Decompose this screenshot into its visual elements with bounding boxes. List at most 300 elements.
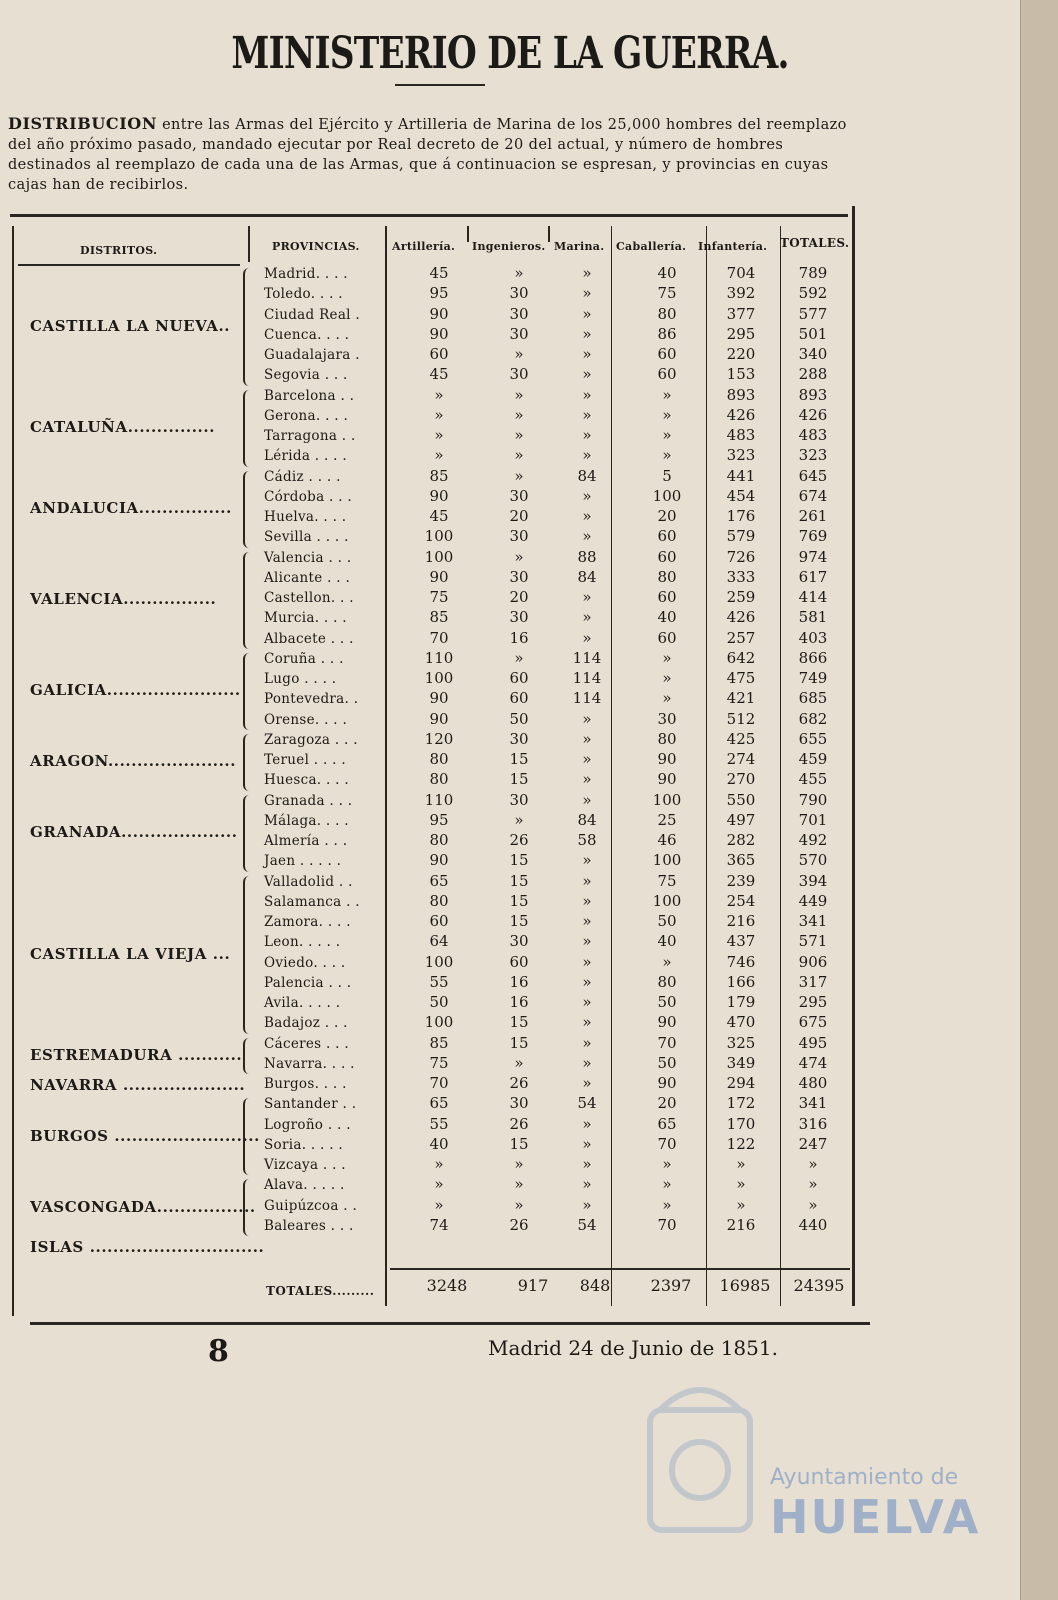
cell-cab: 90	[657, 750, 677, 768]
header-artilleria: Artillería.	[392, 240, 456, 253]
cell-cab: »	[662, 1175, 672, 1194]
cell-art: 110	[424, 648, 454, 667]
cell-mar: »	[582, 426, 592, 444]
cell-mar: 58	[577, 831, 597, 849]
title-ornament-rule	[395, 84, 485, 86]
cell-tot: 459	[798, 750, 828, 768]
province-name: Almería . . .	[264, 833, 348, 849]
cell-inf: 282	[726, 831, 756, 849]
cell-art: 75	[429, 588, 449, 606]
cell-inf: 216	[726, 912, 756, 930]
cell-mar: »	[582, 1134, 592, 1153]
cell-tot: 474	[798, 1053, 828, 1072]
cell-cab: 80	[657, 567, 677, 586]
cell-mar: 114	[572, 669, 602, 687]
cell-cab: 50	[657, 1053, 677, 1072]
cell-inf: 257	[726, 628, 756, 647]
province-name: Coruña . . .	[264, 650, 344, 667]
province-name: Lugo . . . .	[264, 671, 337, 687]
cell-ing: 30	[509, 608, 529, 627]
cell-tot: 440	[798, 1215, 828, 1234]
cell-art: 90	[429, 851, 449, 870]
cell-inf: 172	[726, 1094, 756, 1113]
cell-art: 100	[424, 952, 454, 971]
province-name: Logroño . . .	[264, 1116, 351, 1133]
cell-art: 95	[429, 284, 449, 303]
cell-mar: »	[582, 972, 592, 991]
cell-inf: 746	[726, 952, 756, 971]
province-name: Soria. . . . .	[264, 1136, 344, 1153]
cell-cab: »	[662, 426, 672, 444]
cell-ing: 15	[509, 851, 529, 870]
cell-tot: 655	[798, 729, 828, 748]
cell-art: 65	[429, 1094, 449, 1113]
district-name: GRANADA....................	[30, 823, 238, 841]
cell-inf: 179	[726, 993, 756, 1011]
cell-art: 80	[429, 831, 449, 849]
cell-tot: »	[808, 1155, 818, 1173]
cell-tot: 495	[798, 1033, 828, 1052]
cell-mar: »	[582, 608, 592, 627]
cell-tot: 501	[798, 324, 828, 343]
cell-cab: 70	[657, 1215, 677, 1234]
cell-inf: 893	[726, 385, 756, 404]
cell-inf: 333	[726, 567, 756, 586]
page-title: MINISTERIO DE LA GUERRA.	[231, 28, 789, 79]
brace-icon	[243, 390, 251, 467]
cell-ing: 16	[509, 628, 529, 647]
cell-cab: 20	[657, 1094, 677, 1113]
province-name: Leon. . . . .	[264, 934, 341, 951]
cell-mar: »	[582, 527, 592, 546]
cell-mar: »	[582, 1033, 592, 1052]
cell-tot: 394	[798, 871, 828, 890]
cell-art: 40	[429, 1134, 449, 1153]
cell-art: 80	[429, 770, 449, 789]
province-name: Huesca. . . .	[264, 772, 349, 789]
province-name: Guadalajara .	[264, 347, 360, 363]
table-left-border	[12, 226, 14, 1316]
cell-inf: 216	[726, 1215, 756, 1234]
brace-icon	[243, 734, 251, 791]
cell-art: 60	[429, 345, 449, 363]
cell-tot: 483	[798, 426, 828, 444]
cell-tot: 790	[798, 790, 828, 809]
cell-tot: 592	[798, 284, 828, 303]
cell-art: 64	[429, 932, 449, 951]
cell-inf: 483	[726, 426, 756, 444]
cell-inf: 579	[726, 527, 756, 546]
cell-cab: 70	[657, 1134, 677, 1153]
table-top-rule	[10, 214, 848, 217]
cell-cab: 86	[657, 324, 677, 343]
cell-mar: 84	[577, 810, 597, 829]
total-artilleria: 3248	[426, 1276, 468, 1295]
header-ingenieros: Ingenieros.	[472, 240, 546, 253]
cell-art: 120	[424, 729, 454, 748]
stamp-line2: HUELVA	[770, 1490, 981, 1544]
cell-tot: 685	[798, 689, 828, 708]
province-name: Santander . .	[264, 1096, 357, 1113]
district-name: ARAGON......................	[30, 752, 237, 771]
cell-mar: »	[582, 284, 592, 303]
cell-mar: »	[582, 324, 592, 343]
cell-cab: 5	[662, 466, 672, 485]
cell-mar: »	[582, 264, 592, 282]
cell-ing: »	[514, 1155, 524, 1173]
cell-cab: 65	[657, 1114, 677, 1133]
cell-tot: 316	[798, 1114, 828, 1133]
cell-tot: 295	[798, 993, 828, 1011]
brace-icon	[243, 1038, 251, 1075]
cell-inf: »	[736, 1195, 746, 1214]
cell-art: 90	[429, 304, 449, 323]
cell-art: 95	[429, 810, 449, 829]
cell-tot: 455	[798, 770, 828, 789]
cell-mar: »	[582, 1074, 592, 1092]
province-name: Badajoz . . .	[264, 1015, 348, 1032]
cell-mar: »	[582, 1195, 592, 1214]
cell-inf: 441	[726, 466, 756, 485]
province-name: Navarra. . . .	[264, 1055, 355, 1072]
cell-art: 90	[429, 486, 449, 505]
cell-tot: »	[808, 1175, 818, 1194]
cell-ing: 26	[509, 1114, 529, 1133]
cell-tot: 323	[798, 446, 828, 465]
province-name: Madrid. . . .	[264, 266, 348, 282]
cell-tot: 789	[798, 264, 828, 282]
cell-inf: 454	[726, 486, 756, 505]
cell-tot: 492	[798, 831, 828, 849]
cell-inf: 349	[726, 1053, 756, 1072]
province-name: Alicante . . .	[264, 569, 351, 586]
page-edge	[1020, 0, 1058, 1600]
cell-inf: 550	[726, 790, 756, 809]
cell-cab: 90	[657, 1013, 677, 1032]
province-name: Avila. . . . .	[264, 995, 341, 1011]
cell-mar: »	[582, 770, 592, 789]
cell-tot: »	[808, 1195, 818, 1214]
cell-cab: 75	[657, 284, 677, 303]
cell-ing: 30	[509, 486, 529, 505]
cell-tot: 341	[798, 912, 828, 930]
cell-mar: »	[582, 507, 592, 525]
cell-art: 85	[429, 466, 449, 485]
cell-tot: 974	[798, 547, 828, 566]
cell-tot: 675	[798, 1013, 828, 1032]
province-name: Valencia . . .	[264, 549, 352, 566]
district-name: VALENCIA................	[30, 590, 217, 609]
cell-mar: »	[582, 871, 592, 890]
cell-inf: 704	[726, 264, 756, 282]
province-name: Cuenca. . . .	[264, 326, 350, 343]
province-name: Burgos. . . .	[264, 1076, 347, 1092]
cell-ing: 30	[509, 729, 529, 748]
cell-ing: 30	[509, 527, 529, 546]
cell-art: 85	[429, 608, 449, 627]
cell-mar: »	[582, 1114, 592, 1133]
cell-ing: »	[514, 547, 524, 566]
cell-inf: 437	[726, 932, 756, 951]
cell-mar: »	[582, 446, 592, 465]
cell-mar: »	[582, 851, 592, 870]
cell-ing: 15	[509, 1033, 529, 1052]
cell-cab: 80	[657, 729, 677, 748]
cell-inf: 392	[726, 284, 756, 303]
cell-ing: »	[514, 466, 524, 485]
province-name: Gerona. . . .	[264, 407, 349, 424]
cell-tot: 403	[798, 628, 828, 647]
cell-art: 80	[429, 891, 449, 910]
province-name: Salamanca . .	[264, 893, 360, 910]
cell-cab: 80	[657, 304, 677, 323]
cell-mar: 88	[577, 547, 597, 566]
cell-art: 45	[429, 507, 449, 525]
cell-tot: 682	[798, 709, 828, 728]
cell-cab: 40	[657, 264, 677, 282]
cell-mar: »	[582, 912, 592, 930]
province-name: Zamora. . . .	[264, 914, 351, 930]
district-name: GALICIA.......................	[30, 681, 241, 700]
province-name: Pontevedra. .	[264, 691, 359, 708]
cell-cab: 40	[657, 932, 677, 951]
cell-ing: 20	[509, 588, 529, 606]
province-name: Lérida . . . .	[264, 448, 347, 465]
cell-cab: »	[662, 405, 672, 424]
cell-tot: 701	[798, 810, 828, 829]
cell-inf: »	[736, 1155, 746, 1173]
cell-ing: 30	[509, 1094, 529, 1113]
cell-art: 65	[429, 871, 449, 890]
cell-inf: 170	[726, 1114, 756, 1133]
cell-tot: 449	[798, 891, 828, 910]
province-name: Segovia . . .	[264, 367, 348, 384]
header-marina: Marina.	[554, 240, 605, 253]
cell-inf: 512	[726, 709, 756, 728]
district-name: CASTILLA LA VIEJA ...	[30, 944, 231, 963]
cell-mar: 54	[577, 1094, 597, 1113]
cell-mar: »	[582, 1053, 592, 1072]
cell-tot: 645	[798, 466, 828, 485]
total-marina: 848	[579, 1276, 611, 1295]
cell-art: 100	[424, 527, 454, 546]
cell-tot: 769	[798, 527, 828, 546]
cell-cab: »	[662, 669, 672, 687]
cell-ing: 60	[509, 689, 529, 708]
cell-inf: 425	[726, 729, 756, 748]
table-bottom-rule	[30, 1322, 870, 1325]
cell-inf: 166	[726, 972, 756, 991]
cell-inf: 153	[726, 365, 756, 384]
province-name: Castellon. . .	[264, 590, 354, 606]
district-name: VASCONGADA.................	[30, 1197, 256, 1216]
cell-inf: 497	[726, 810, 756, 829]
cell-tot: 261	[798, 507, 828, 525]
cell-inf: 274	[726, 750, 756, 768]
cell-art: 110	[424, 790, 454, 809]
cell-mar: »	[582, 405, 592, 424]
cell-cab: »	[662, 385, 672, 404]
cell-mar: »	[582, 365, 592, 384]
cell-tot: 570	[798, 851, 828, 870]
cell-cab: 46	[657, 831, 677, 849]
cell-tot: 247	[798, 1134, 828, 1153]
province-name: Córdoba . . .	[264, 488, 353, 505]
col-divider-distritos	[248, 226, 250, 262]
cell-inf: 377	[726, 304, 756, 323]
totals-label: TOTALES.........	[266, 1284, 375, 1298]
province-name: Vizcaya . . .	[264, 1157, 346, 1173]
cell-cab: 80	[657, 972, 677, 991]
total-totales: 24395	[793, 1276, 845, 1295]
cell-tot: 674	[798, 486, 828, 505]
cell-art: 100	[424, 547, 454, 566]
cell-inf: 259	[726, 588, 756, 606]
cell-ing: 60	[509, 669, 529, 687]
cell-tot: 577	[798, 304, 828, 323]
cell-ing: 15	[509, 891, 529, 910]
cell-ing: »	[514, 810, 524, 829]
cell-mar: 84	[577, 466, 597, 485]
cell-ing: 15	[509, 1134, 529, 1153]
brace-icon	[243, 1098, 251, 1175]
cell-mar: 84	[577, 567, 597, 586]
cell-inf: 726	[726, 547, 756, 566]
cell-ing: 15	[509, 871, 529, 890]
cell-ing: »	[514, 385, 524, 404]
cell-ing: »	[514, 1053, 524, 1072]
cell-cab: 25	[657, 810, 677, 829]
cell-art: 90	[429, 324, 449, 343]
cell-cab: »	[662, 689, 672, 708]
province-name: Teruel . . . .	[264, 752, 346, 768]
district-name: ISLAS ..............................	[30, 1238, 265, 1257]
cell-cab: »	[662, 1195, 672, 1214]
cell-tot: 288	[798, 365, 828, 384]
cell-inf: 421	[726, 689, 756, 708]
cell-cab: 30	[657, 709, 677, 728]
cell-inf: 475	[726, 669, 756, 687]
cell-cab: 60	[657, 588, 677, 606]
cell-inf: 470	[726, 1013, 756, 1032]
cell-cab: 90	[657, 770, 677, 789]
header-infanteria: Infantería.	[698, 240, 768, 253]
cell-inf: 270	[726, 770, 756, 789]
cell-art: 85	[429, 1033, 449, 1052]
cell-inf: 294	[726, 1074, 756, 1092]
intro-paragraph	[8, 114, 868, 195]
district-name: NAVARRA .....................	[30, 1076, 246, 1095]
cell-mar: »	[582, 729, 592, 748]
cell-ing: »	[514, 446, 524, 465]
cell-cab: 50	[657, 912, 677, 930]
cell-inf: »	[736, 1175, 746, 1194]
cell-cab: 60	[657, 547, 677, 566]
cell-ing: 30	[509, 304, 529, 323]
cell-mar: »	[582, 1013, 592, 1032]
cell-art: 60	[429, 912, 449, 930]
cell-cab: 100	[652, 851, 682, 870]
cell-ing: 30	[509, 324, 529, 343]
district-name: ESTREMADURA ...........	[30, 1045, 243, 1064]
brace-icon	[243, 653, 251, 730]
province-name: Oviedo. . . .	[264, 954, 346, 971]
cell-tot: 571	[798, 932, 828, 951]
col-divider-provincias	[385, 226, 387, 1306]
cell-ing: »	[514, 426, 524, 444]
district-name: CASTILLA LA NUEVA..	[30, 316, 231, 335]
cell-inf: 323	[726, 446, 756, 465]
brace-icon	[243, 876, 251, 1034]
brace-icon	[243, 268, 251, 386]
brace-icon	[243, 1179, 251, 1236]
brace-icon	[243, 795, 251, 872]
cell-inf: 220	[726, 345, 756, 363]
cell-mar: »	[582, 750, 592, 768]
table-right-border	[852, 206, 855, 1306]
cell-ing: »	[514, 648, 524, 667]
cell-tot: 480	[798, 1074, 828, 1092]
province-name: Alava. . . . .	[264, 1177, 345, 1194]
province-name: Barcelona . .	[264, 387, 355, 404]
cell-art: 80	[429, 750, 449, 768]
cell-inf: 122	[726, 1134, 756, 1153]
cell-mar: »	[582, 932, 592, 951]
cell-tot: 617	[798, 567, 828, 586]
cell-ing: 30	[509, 284, 529, 303]
province-name: Guipúzcoa . .	[264, 1197, 358, 1214]
province-name: Cáceres . . .	[264, 1035, 349, 1052]
province-name: Huelva. . . .	[264, 509, 347, 525]
cell-art: »	[434, 446, 444, 465]
cell-cab: 75	[657, 871, 677, 890]
cell-inf: 295	[726, 324, 756, 343]
cell-art: 90	[429, 709, 449, 728]
cell-mar: »	[582, 952, 592, 971]
cell-art: »	[434, 1155, 444, 1173]
cell-cab: »	[662, 952, 672, 971]
cell-mar: »	[582, 345, 592, 363]
header-totales: TOTALES.	[780, 236, 850, 250]
province-name: Baleares . . .	[264, 1217, 354, 1234]
cell-tot: 906	[798, 952, 828, 971]
district-name: ANDALUCIA................	[30, 499, 232, 517]
cell-art: »	[434, 1175, 444, 1194]
cell-mar: »	[582, 628, 592, 647]
province-name: Orense. . . .	[264, 711, 348, 728]
province-name: Granada . . .	[264, 792, 353, 809]
province-name: Albacete . . .	[264, 630, 354, 647]
col-divider-art	[467, 226, 469, 242]
cell-tot: 866	[798, 648, 828, 667]
district-name: BURGOS .........................	[30, 1126, 260, 1145]
cell-mar: »	[582, 1155, 592, 1173]
cell-ing: 16	[509, 972, 529, 991]
cell-art: 90	[429, 567, 449, 586]
date-line: Madrid 24 de Junio de 1851.	[488, 1336, 778, 1360]
cell-ing: »	[514, 345, 524, 363]
cell-inf: 426	[726, 608, 756, 627]
cell-tot: 749	[798, 669, 828, 687]
cell-inf: 642	[726, 648, 756, 667]
cell-mar: »	[582, 1175, 592, 1194]
cell-art: 75	[429, 1053, 449, 1072]
intro-text: entre las Armas del Ejército y Artilleria de Marina de los 25,000 hombres del reemplazo del año próximo pasado, mandado ejecutar por Real decreto de 20 del actual, y número de hombres destinados al reemplazo de cada una de las Armas, que á continuacion se espresan, y provincias en cuyas cajas han de recibirlos.	[8, 117, 847, 193]
cell-ing: 15	[509, 750, 529, 768]
province-name: Valladolid . .	[264, 873, 353, 890]
cell-mar: »	[582, 486, 592, 505]
cell-tot: 893	[798, 385, 828, 404]
